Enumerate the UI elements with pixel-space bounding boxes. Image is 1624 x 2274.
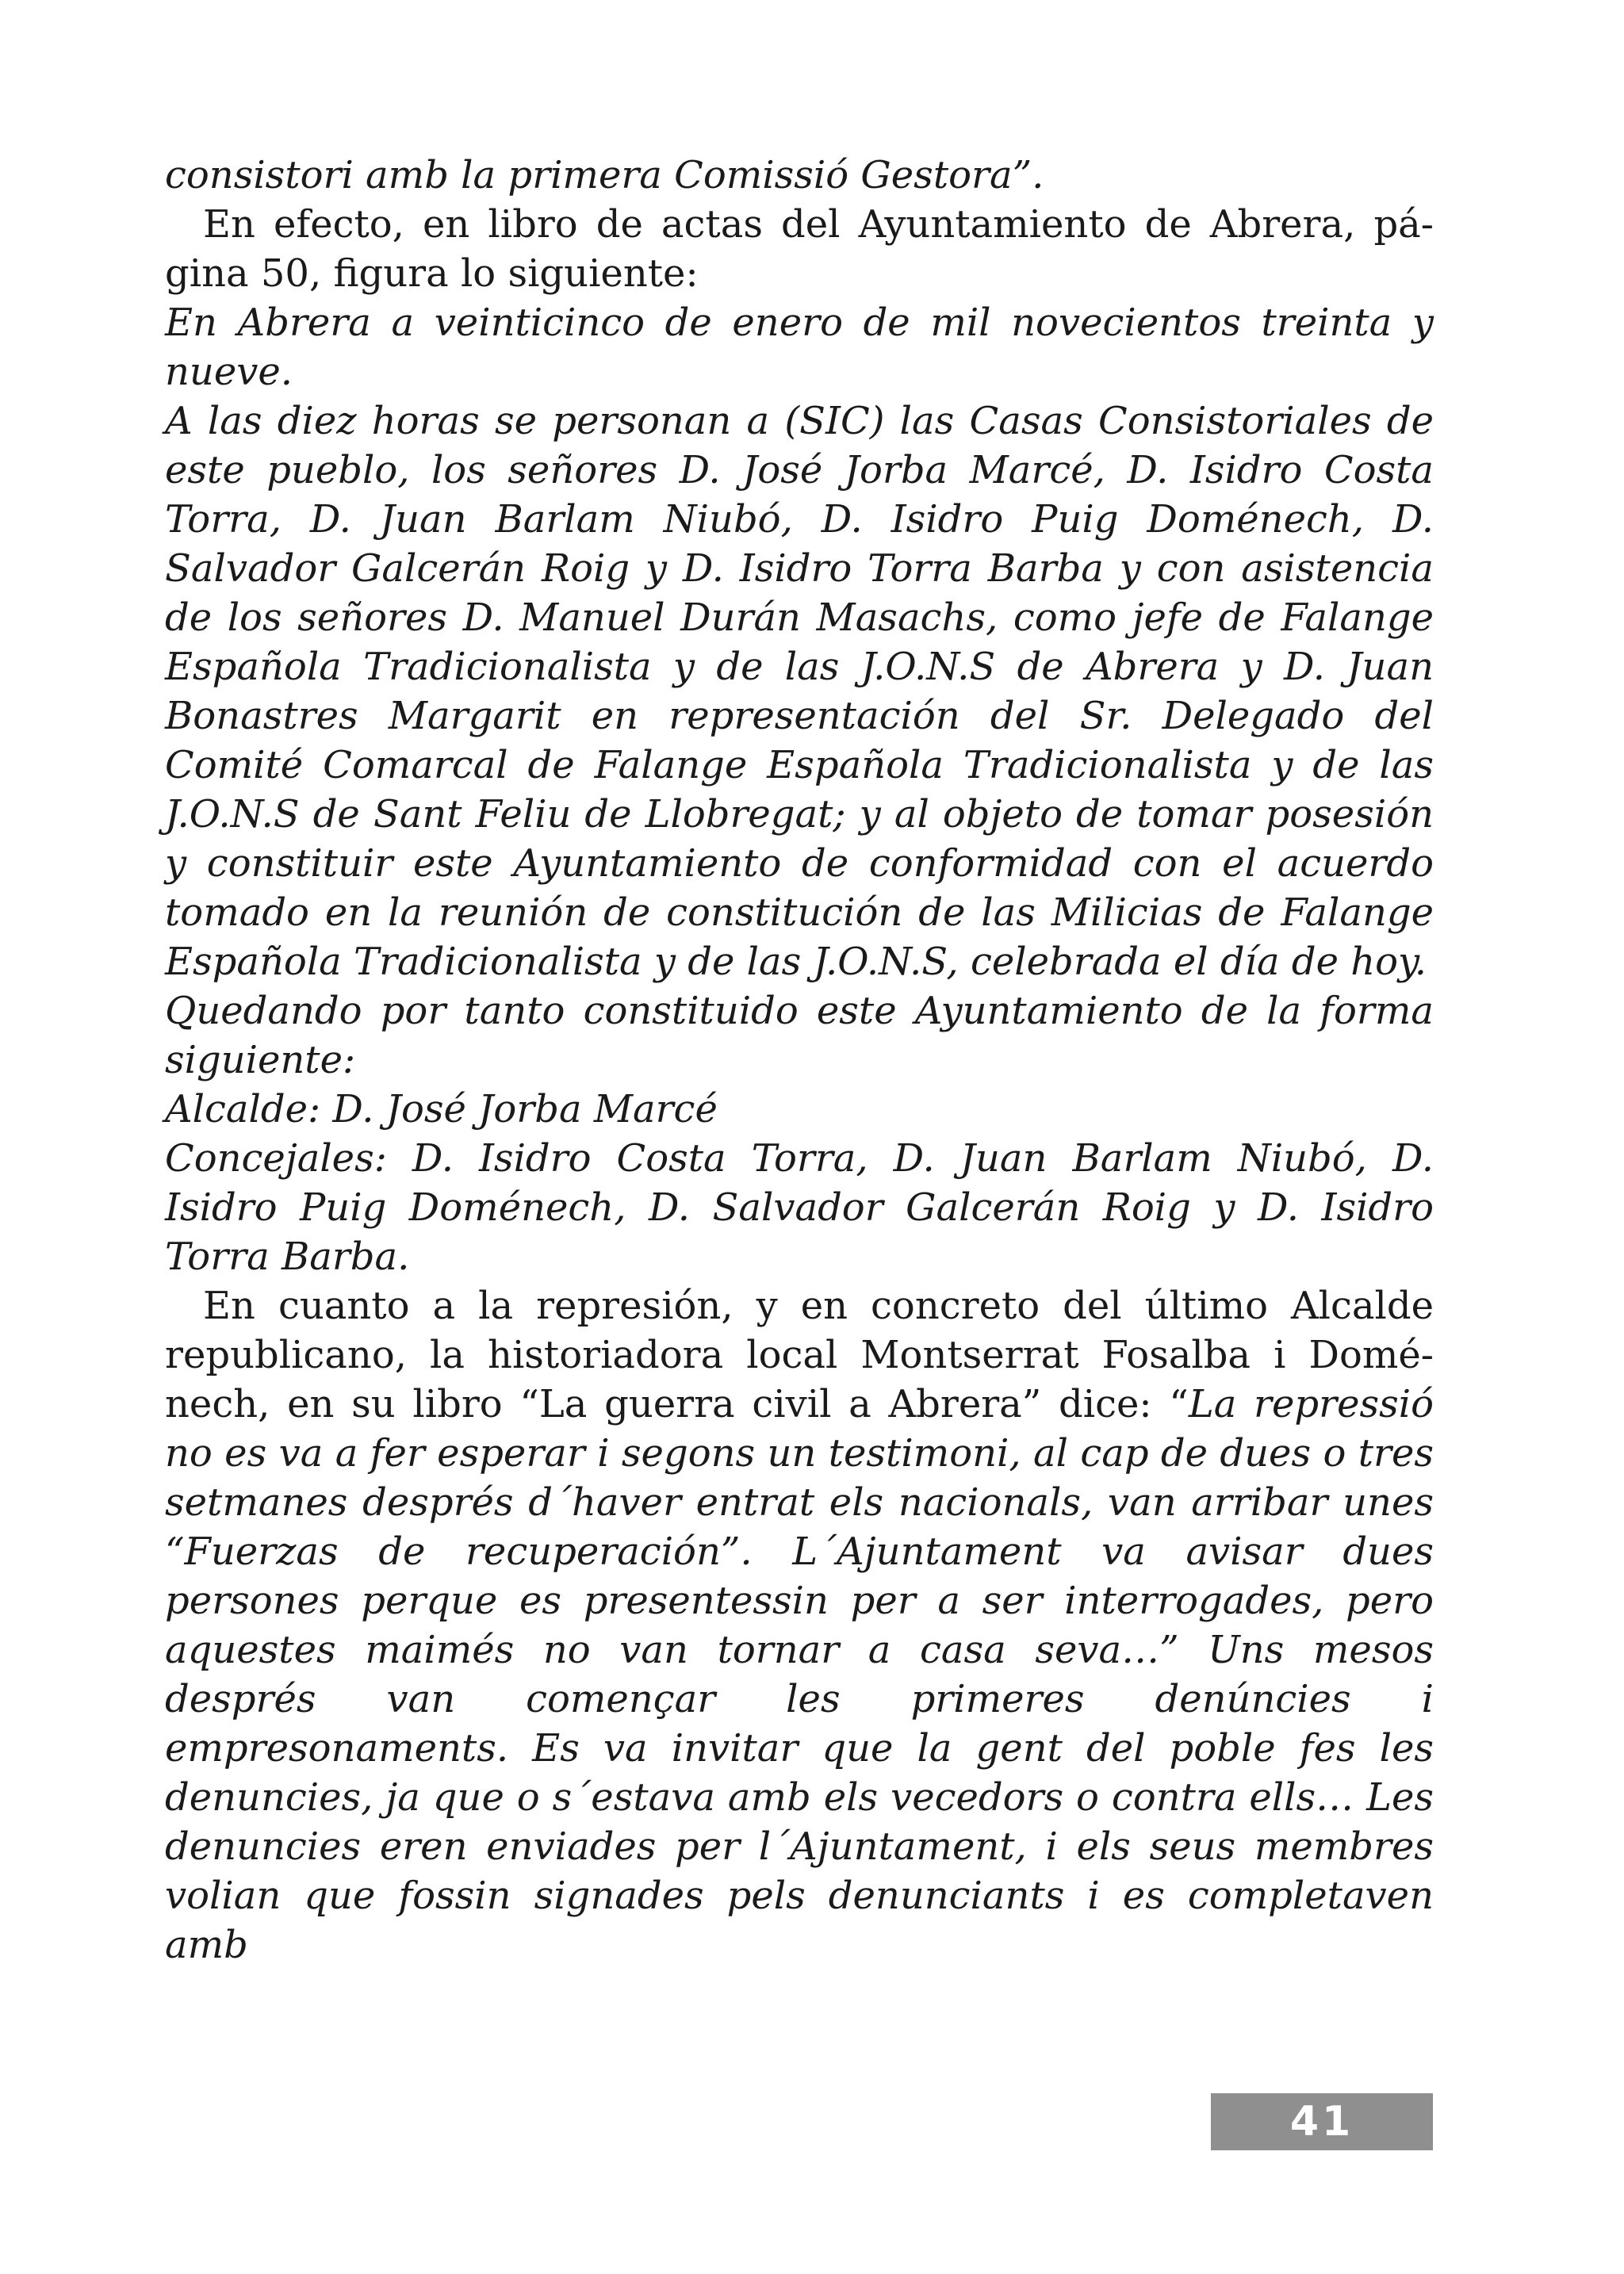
paragraph-7: Concejales: D. Isidro Costa Torra, D. Juan Barlam Niubó, D. Isidro Puig Doménech, D. Salvador Galcerán Roig y D. Isidro Torra Barba. <box>165 1136 1434 1279</box>
document-page <box>165 151 1434 1970</box>
paragraph-3: En Abrera a veinticinco de enero de mil novecientos treinta y nueve. <box>165 301 1434 394</box>
paragraph-4: A las diez horas se personan a (SIC) las Casas Consistoriales de este pueblo, los señores D. José Jorba Marcé, D. Isidro Costa Torra, D. Juan Barlam Niubó, D. Isidro Puig Doménech, D. Salvador Galcerán Roig y D. Isidro Torra Barba y con asistencia de los señores D. Manuel Durán Masachs, como jefe de Falange Española Tradicionalista y de las J.O.N.S de Abrera y D. Juan Bonastres Margarit en representación del Sr. Delegado del Comité Comarcal de Falange Española Tradicionalista y de las J.O.N.S de Sant Feliu de Llobregat; y al objeto de tomar posesión y constituir este Ayuntamiento de conformidad con el acuerdo tomado en la reunión de constitución de las Milicias de Falange Española Tradicionalista y de las J.O.N.S, celebrada el día de hoy. <box>165 399 1434 984</box>
paragraph-2: En efecto, en libro de actas del Ayuntamiento de Abrera, página 50, figura lo siguiente: <box>165 202 1434 296</box>
paragraph-5: Quedando por tanto constituido este Ayuntamiento de la forma siguiente: <box>165 989 1434 1082</box>
paragraph-6: Alcalde: D. José Jorba Marcé <box>165 1087 718 1131</box>
paragraph-8-italic-text: La repressió no es va a fer esperar i segons un testimoni, al cap de dues o tres setmanes després d´haver entrat els nacionals, van arribar unes “Fuerzas de recuperación”. L´Ajuntament va avisar dues persones perque es presentessin per a ser interrogades, pero aquestes maimés no van tornar a casa seva…” Uns mesos després van començar les primeres denúncies i empresonaments. Es va invitar que la gent del poble fes les denuncies, ja que o s´estava amb els vecedors o contra ells… Les denuncies eren enviades per l´Ajuntament, i els seus membres volian que fossin signades pels denunciants i es completaven amb <box>165 1382 1434 1967</box>
paragraph-8-roman-text: En cuanto a la represión, y en concreto del último Alcalde republicano, la historiadora local Montserrat Fosalba i Doménech, en su libro “La guerra civil a Abrera” dice: “ <box>165 1284 1434 1426</box>
paragraph-8 <box>165 1281 1434 1970</box>
paragraph-1: consistori amb la primera Comissió Gestora”. <box>165 153 1044 197</box>
page-number: 41 <box>1211 2093 1433 2150</box>
